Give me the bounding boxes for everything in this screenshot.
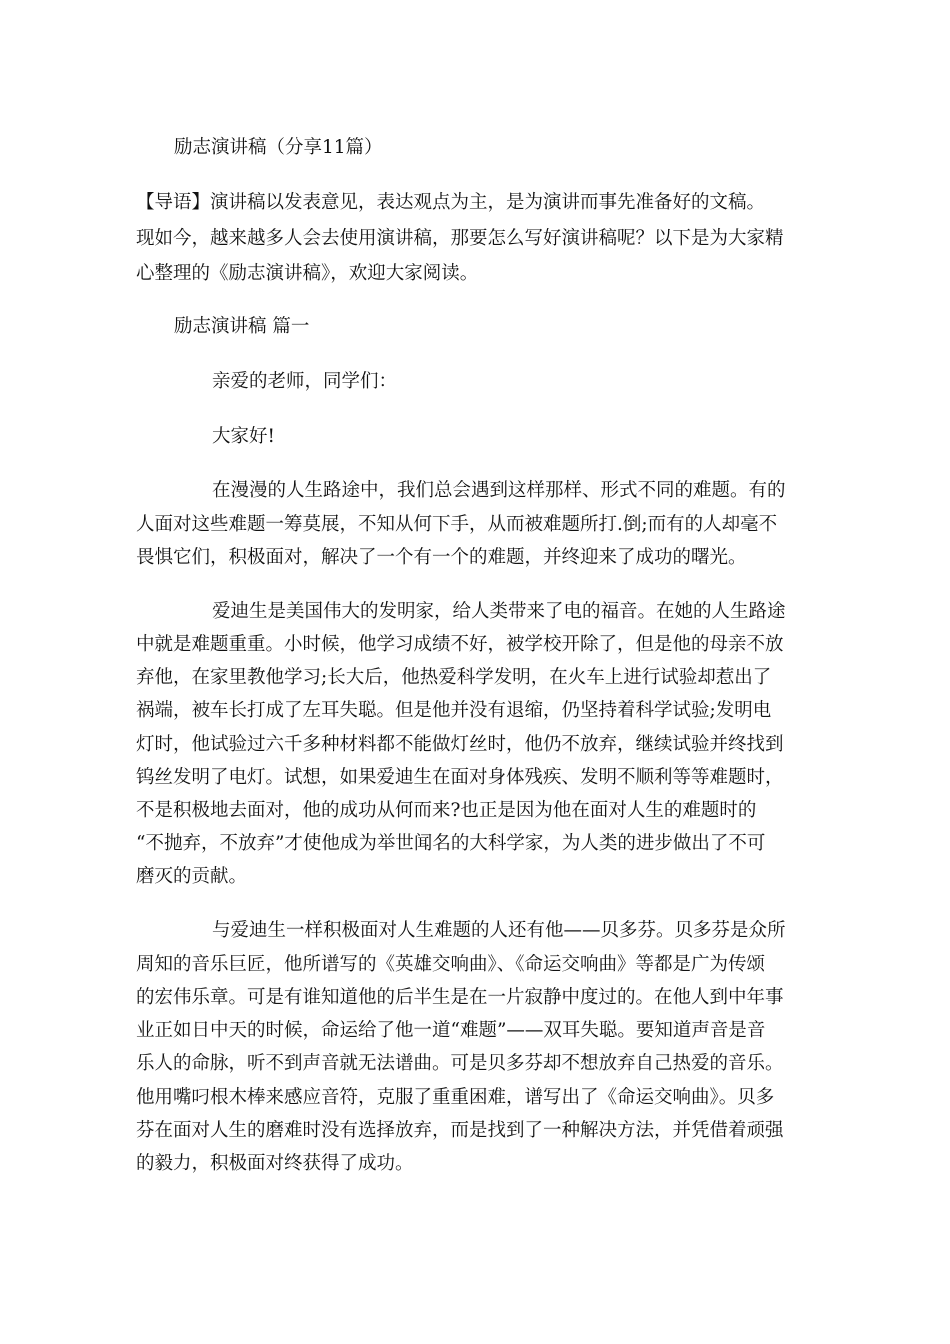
paragraph-1-line: 畏惧它们，积极面对，解决了一个有一个的难题，并终迎来了成功的曙光。 [136, 547, 747, 568]
paragraph-3-line: 周知的音乐巨匠，他所谱写的《英雄交响曲》、《命运交响曲》等都是广为传颂 [136, 954, 766, 975]
paragraph-2-line: 灯时，他试验过六千多种材料都不能做灯丝时，他仍不放弃，继续试验并终找到 [136, 734, 784, 755]
intro-line: 现如今，越来越多人会去使用演讲稿，那要怎么写好演讲稿呢？以下是为大家精 [136, 228, 784, 249]
paragraph-3-line: 与爱迪生一样积极面对人生难题的人还有他——贝多芬。贝多芬是众所 [212, 920, 786, 941]
paragraph-1-line: 人面对这些难题一筹莫展，不知从何下手，从而被难题所打.倒;而有的人却毫不 [136, 514, 778, 535]
section-heading: 励志演讲稿 篇一 [174, 316, 310, 337]
intro-line: 心整理的《励志演讲稿》，欢迎大家阅读。 [136, 263, 479, 284]
paragraph-2-line: “不抛弃，不放弃”才使他成为举世闻名的大科学家，为人类的进步做出了不可 [136, 833, 766, 854]
hello: 大家好! [212, 426, 275, 447]
paragraph-3-line: 的毅力，积极面对终获得了成功。 [136, 1153, 414, 1174]
paragraph-3-line: 业正如日中天的时候，命运给了他一道“难题”——双耳失聪。要知道声音是音 [136, 1020, 766, 1041]
document-title: 励志演讲稿（分享11篇） [174, 137, 383, 158]
paragraph-2-line: 钨丝发明了电灯。试想，如果爱迪生在面对身体残疾、发明不顺利等等难题时， [136, 767, 784, 788]
paragraph-2-line: 祸端，被车长打成了左耳失聪。但是他并没有退缩，仍坚持着科学试验;发明电 [136, 700, 772, 721]
paragraph-2-line: 磨灭的贡献。 [136, 866, 248, 887]
paragraph-2-line: 弃他，在家里教他学习;长大后，他热爱科学发明，在火车上进行试验却惹出了 [136, 667, 772, 688]
paragraph-3-line: 他用嘴叼根木棒来感应音符，克服了重重困难，谱写出了《命运交响曲》。贝多 [136, 1087, 775, 1108]
paragraph-3-line: 乐人的命脉，听不到声音就无法谱曲。可是贝多芬却不想放弃自己热爱的音乐。 [136, 1053, 784, 1074]
paragraph-3-line: 的宏伟乐章。可是有谁知道他的后半生是在一片寂静中度过的。在他人到中年事 [136, 987, 784, 1008]
paragraph-2-line: 爱迪生是美国伟大的发明家，给人类带来了电的福音。在她的人生路途 [212, 601, 786, 622]
paragraph-2-line: 中就是难题重重。小时候，他学习成绩不好，被学校开除了，但是他的母亲不放 [136, 634, 784, 655]
paragraph-2-line: 不是积极地去面对，他的成功从何而来?也正是因为他在面对人生的难题时的 [136, 800, 757, 821]
paragraph-1-line: 在漫漫的人生路途中，我们总会遇到这样那样、形式不同的难题。有的 [212, 480, 786, 501]
greeting: 亲爱的老师，同学们： [212, 371, 398, 392]
intro-line: 【导语】演讲稿以发表意见，表达观点为主，是为演讲而事先准备好的文稿。 [136, 192, 766, 213]
paragraph-3-line: 芬在面对人生的磨难时没有选择放弃，而是找到了一种解决方法，并凭借着顽强 [136, 1120, 784, 1141]
